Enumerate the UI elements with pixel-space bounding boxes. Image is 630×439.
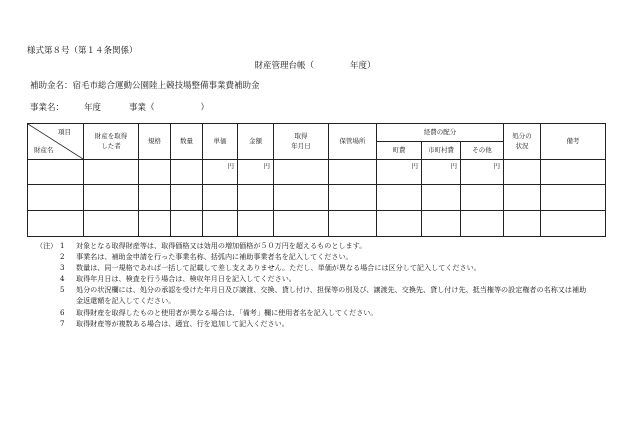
cost-municipal-yen: 円 [422,160,461,185]
table-row [28,160,606,185]
project-year: 年度 [84,103,102,113]
note-item: 7 取得財産等が複数ある場合は、適宜、行を追加して記入ください。 [60,318,289,328]
cost-town-header: 町費 [377,142,422,160]
note-item: （注） 1 対象となる取得財産等は、取得価格又は効用の増加価格が５０万円を超えるものとします。 [36,241,367,250]
cost-municipal-header: 市町村費 [422,142,461,160]
unit-price-yen: 円 [203,160,238,185]
notes-prefix: （注） [36,241,58,250]
quantity-header: 数量 [171,124,203,160]
cost-share-header: 経費の配分 [377,124,504,142]
subsidy-label: 補助金名： [30,81,73,91]
note-item: 5 処分の状況欄には、処分の承認を受けた年月日及び譲渡、交換、貸し付け、担保等の別及び、譲渡先、交換先、貸し付け先、抵当権等の設定権者の名称又は補助金返還額を記入してください。 [60,285,587,306]
project-line [30,101,209,113]
notes-section [36,240,588,329]
amount-yen: 円 [238,160,274,185]
cost-other-yen: 円 [461,160,504,185]
subsidy-line [30,79,260,91]
note-item: 4 取得年月日は、検査を行う場合は、検収年月日を記入してください。 [60,274,296,284]
title-left: 財産管理台帳（ [254,61,314,71]
amount-header: 金額 [238,124,274,160]
form-number: 様式第８号（第１４条関係） [27,46,138,56]
acquired-date-header: 取得 年月日 [274,124,329,160]
note-item: 3 数量は、同一規格であれば一括して記載して差し支えありません。ただし、単価が異なる場合には区分して記入してください。 [60,263,481,273]
note-item: 6 取得財産を取得したものと使用者が異なる場合は、「備考」欄に使用者名を記入してください。 [60,307,378,317]
project-label: 事業名： [30,103,65,113]
storage-header: 保管場所 [329,124,377,160]
property-ledger-table [27,123,606,237]
unit-price-header: 単価 [203,124,238,160]
acquirer-header: 財産を取得 した者 [84,124,139,160]
title-right: 年度） [350,61,376,71]
page-title [0,59,630,71]
cost-other-header: その他 [461,142,504,160]
subsidy-name: 宿毛市総合運動公園陸上競技場整備事業費補助金 [72,81,260,91]
corner-bottom-label: 財産名 [34,145,54,154]
spec-header: 規格 [139,124,171,160]
table-row [28,211,606,237]
cost-town-yen: 円 [377,160,422,185]
note-item: 2 事業名は、補助金申請を行った事業名称、括弧内に補助事業者名を記入してください。 [60,252,353,262]
remarks-header: 備考 [541,124,606,160]
corner-header-cell [28,124,84,160]
project-paren-open: 事業（ [129,103,155,113]
corner-top-label: 項目 [58,128,71,136]
project-paren-close: ） [200,103,210,113]
disposal-header: 処分の 状況 [504,124,541,160]
table-row [28,185,606,211]
